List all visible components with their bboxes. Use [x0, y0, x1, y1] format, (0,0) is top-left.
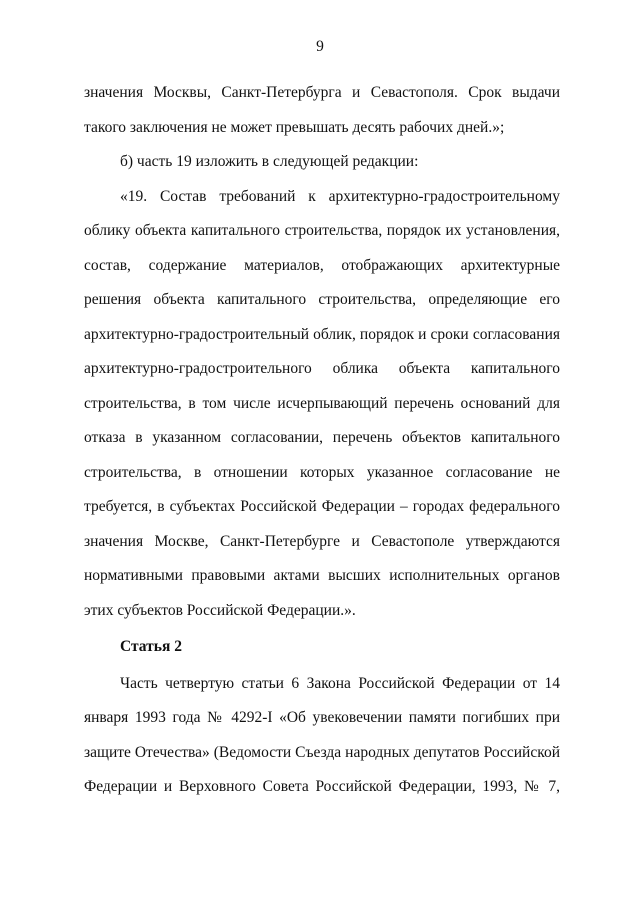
paragraph-continuation: значения Москвы, Санкт-Петербурга и Севастополя. Срок выдачи такого заключения не может превышать десять рабочих дней.»; [84, 84, 560, 136]
article-heading: Статья 2 [120, 638, 182, 655]
document-body [84, 76, 560, 805]
paragraph-subclause-b: б) часть 19 изложить в следующей редакции: [120, 153, 419, 170]
page-number: 9 [316, 38, 324, 55]
paragraph-part-19: «19. Состав требований к архитектурно-градостроительному облику объекта капитального строительства, порядок их установления, состав, содержание материалов, отображающих архитектурные решения объекта капитального строительства, определяющие его архитектурно-градостроительный облик, порядок и сроки согласования архитектурно-градостроительного облика объекта капитального строительства, в том числе исчерпывающий перечень оснований для отказа в указанном согласовании, перечень объектов капитального строительства, в отношении которых указанное согласование не требуется, в субъектах Российской Федерации – городах федерального значения Москве, Санкт-Петербурге и Севастополе утверждаются нормативными правовыми актами высших исполнительных органов этих субъектов Российской Федерации.». [84, 187, 560, 619]
paragraph-article-2: Часть четвертую статьи 6 Закона Российской Федерации от 14 января 1993 года № 4292-I «Об увековечении памяти погибших при защите Отечества» (Ведомости Съезда народных депутатов Российской Федерации и Верховного Совета Российской Федерации, 1993, № 7, [84, 674, 560, 795]
